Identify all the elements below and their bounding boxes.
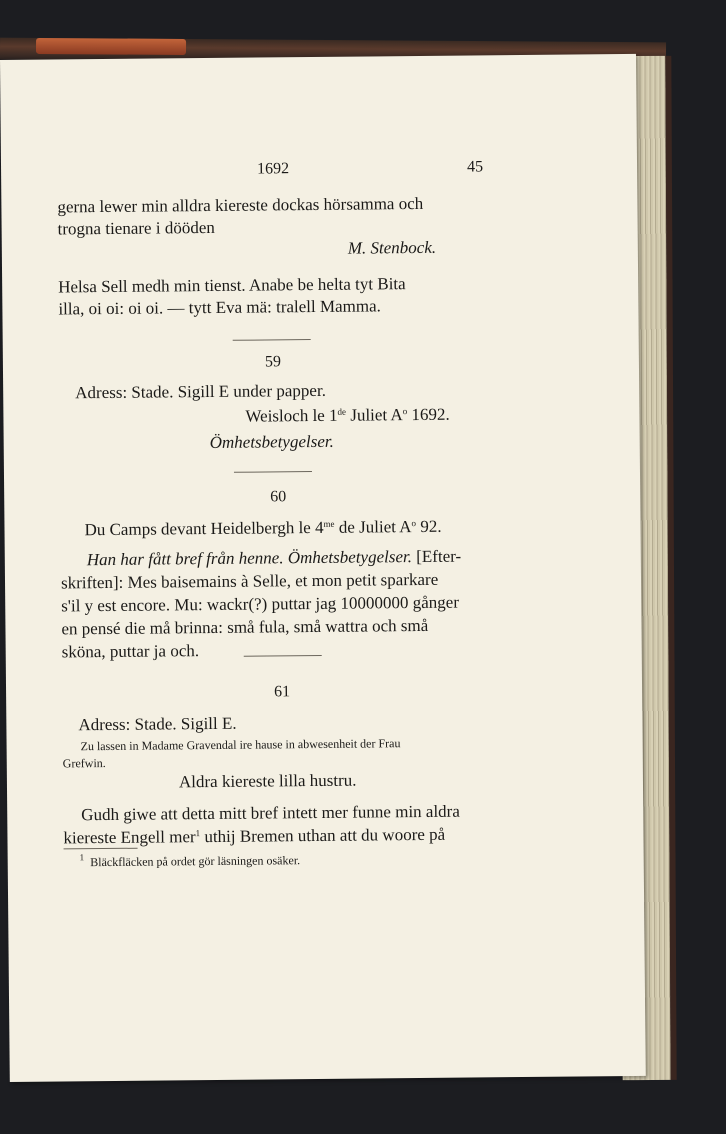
text-line: Han har fått bref från henne. Ömhetsbetygelser. [Efter- bbox=[86, 546, 462, 570]
text-line: kiereste Engell mer$^1$ uthij Bremen uthan att du woore på bbox=[63, 824, 446, 848]
letter-address: Adress: Stade. Sigill E. bbox=[78, 713, 237, 735]
section-divider bbox=[234, 471, 312, 473]
leather-binding-patch bbox=[36, 38, 186, 55]
letter-heading: Du Camps devant Heidelbergh le $4^{me}$ de Juliet $A^o$ 92. bbox=[84, 516, 442, 540]
letter-number: 60 bbox=[270, 488, 287, 506]
footnote: $^1$ Bläckfläcken på ordet gör läsningen osäker. bbox=[79, 852, 301, 870]
section-divider bbox=[233, 339, 311, 341]
book-page bbox=[0, 54, 646, 1082]
text-line: s'il y est encore. Mu: wackr(?) puttar jag 10000000 gånger bbox=[61, 592, 460, 616]
letter-address: Adress: Stade. Sigill E under papper. bbox=[75, 380, 326, 403]
letter-number: 59 bbox=[264, 353, 281, 371]
text-line: trogna tienare i dööden bbox=[57, 217, 215, 239]
page-header-year: 1692 bbox=[256, 160, 290, 178]
letter-instruction: Grefwin. bbox=[62, 756, 106, 771]
text-line: skriften]: Mes baisemains à Selle, et mon petit sparkare bbox=[60, 569, 439, 593]
text-line: Gudh giwe att detta mitt bref intett mer funne min aldra bbox=[81, 801, 460, 825]
text-line: Helsa Sell medh min tienst. Anabe be helta tyt Bita bbox=[58, 274, 406, 297]
signature: M. Stenbock. bbox=[347, 237, 437, 258]
section-divider bbox=[244, 655, 322, 657]
letter-place-date: Weisloch le 1de Juliet $A^o$ 1692. bbox=[245, 404, 450, 426]
footnote-divider bbox=[64, 848, 138, 850]
text-line: sköna, puttar ja och. bbox=[61, 641, 200, 662]
text-line: en pensé die må brinna: små fula, små wattra och små bbox=[61, 615, 429, 639]
letter-note: Ömhetsbetygelser. bbox=[209, 431, 334, 453]
letter-number: 61 bbox=[273, 683, 291, 701]
text-line: illa, oi oi: oi oi. — tytt Eva mä: tralell Mamma. bbox=[58, 296, 381, 319]
page-number: 45 bbox=[466, 158, 484, 176]
letter-salutation: Aldra kiereste lilla hustru. bbox=[178, 770, 357, 792]
letter-instruction: Zu lassen in Madame Gravendal ire hause in abwesenheit der Frau bbox=[80, 736, 401, 754]
text-line: gerna lewer min alldra kiereste dockas hörsamma och bbox=[57, 193, 424, 217]
